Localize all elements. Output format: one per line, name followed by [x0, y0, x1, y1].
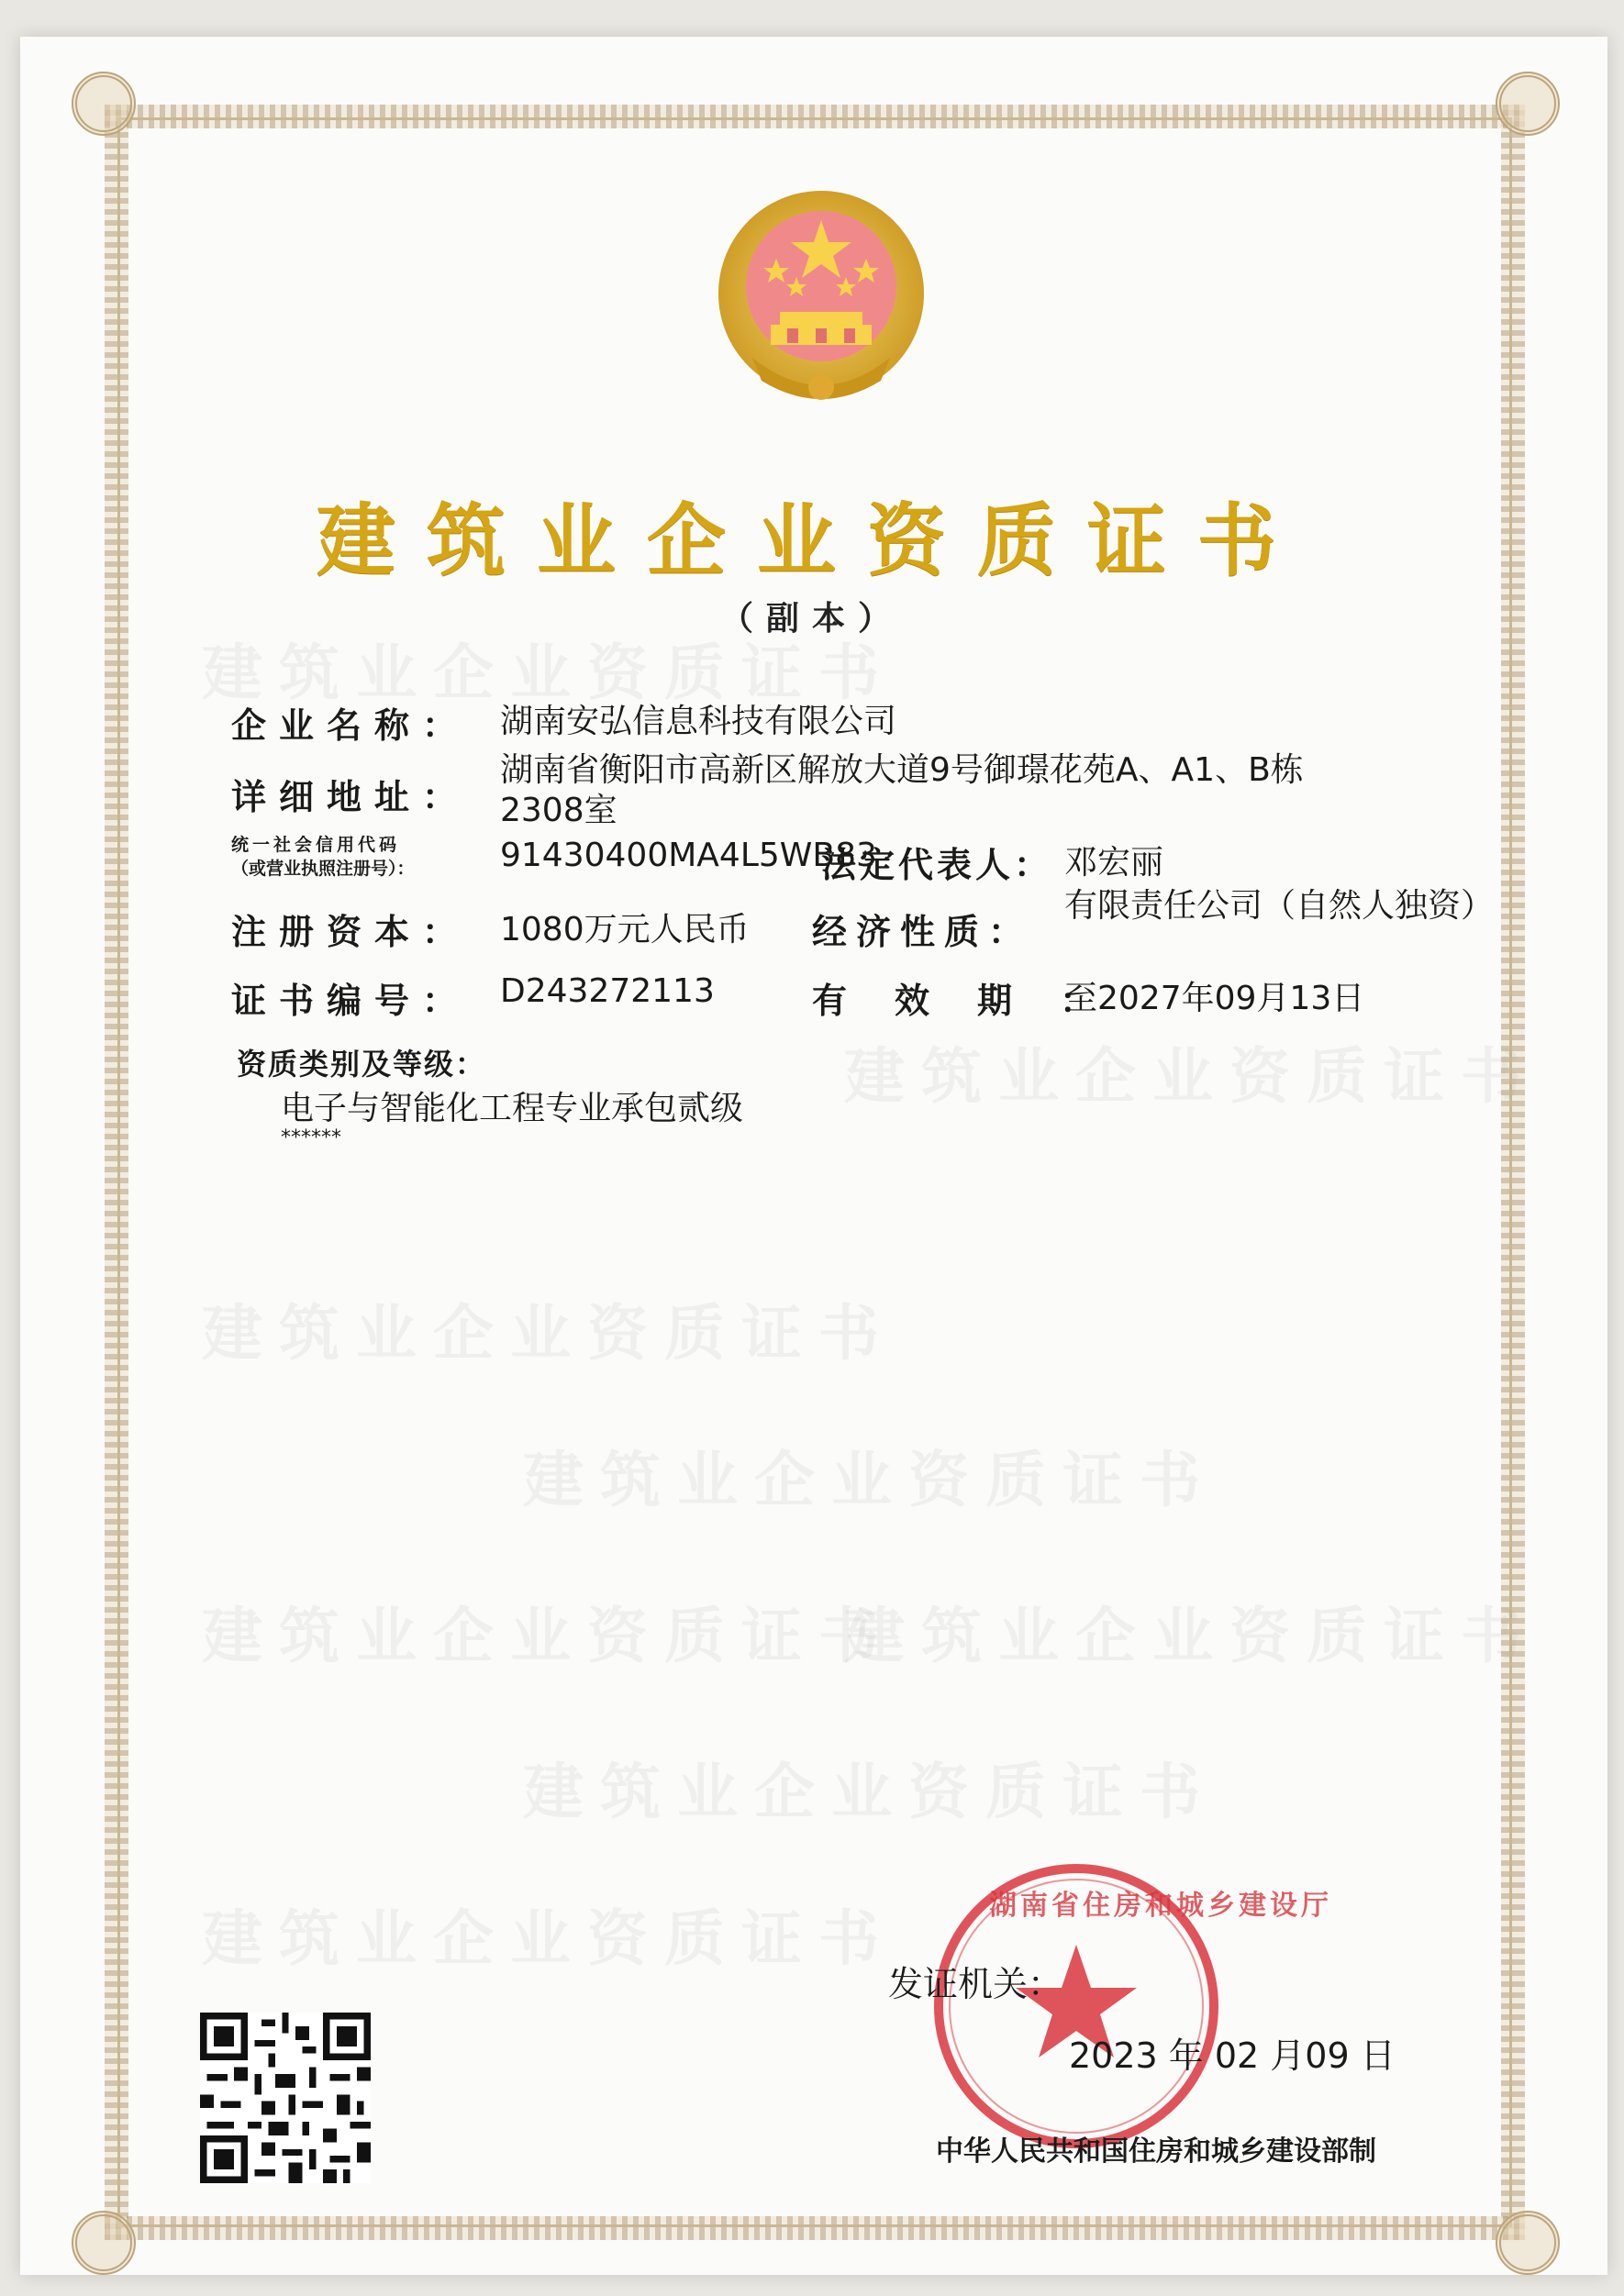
economic-nature-value: 有限责任公司（自然人独资）	[1064, 887, 1495, 925]
watermark-line: 建筑业企业资质证书	[202, 1298, 895, 1369]
certificate-title: 建筑业企业资质证书	[317, 495, 1307, 587]
credit-code-value: 91430400MA4L5WB83	[500, 837, 877, 874]
issuer-label: 发证机关：	[888, 1964, 1063, 2004]
credit-code-label-line1: 统一社会信用代码	[231, 835, 401, 855]
capital-value: 1080万元人民币	[500, 911, 750, 948]
legal-rep-value: 邓宏丽	[1064, 844, 1164, 882]
cert-no-label: 证书编号：	[231, 981, 471, 1021]
watermark-line: 建筑业企业资质证书	[202, 1601, 895, 1671]
national-emblem-icon	[716, 183, 927, 413]
company-name-label: 企业名称：	[231, 705, 471, 746]
watermark-line: 建筑业企业资质证书	[523, 1757, 1217, 1827]
company-name-value: 湖南安弘信息科技有限公司	[500, 703, 897, 740]
watermark-line: 建筑业企业资质证书	[202, 1903, 895, 1974]
legal-rep-label: 法定代表人：	[821, 845, 1053, 885]
address-label: 详细地址：	[231, 777, 471, 817]
validity-label: 有效期：	[812, 981, 1143, 1021]
address-value: 湖南省衡阳市高新区解放大道9号御璟花苑A、A1、B栋2308室	[500, 751, 1304, 829]
corner-ornament-bottom-right	[1496, 2211, 1560, 2275]
watermark-line: 建筑业企业资质证书	[523, 1445, 1217, 1515]
corner-ornament-top-right	[1496, 72, 1560, 136]
qualification-value: 电子与智能化工程专业承包贰级	[281, 1090, 744, 1127]
ministry-text: 中华人民共和国住房和城乡建设部制	[936, 2135, 1376, 2168]
issue-date: 2023 年 02 月09 日	[1069, 2035, 1396, 2076]
watermark-line: 建筑业企业资质证书	[202, 638, 895, 708]
corner-ornament-bottom-left	[72, 2211, 136, 2275]
economic-nature-label: 经济性质：	[812, 912, 1033, 952]
validity-value: 至2027年09月13日	[1064, 980, 1365, 1017]
corner-ornament-top-left	[72, 72, 136, 136]
qr-code-icon	[200, 2011, 371, 2185]
qualification-label: 资质类别及等级：	[237, 1047, 487, 1081]
capital-label: 注册资本：	[231, 912, 471, 952]
cert-no-value: D243272113	[500, 972, 715, 1010]
watermark-line: 建筑业企业资质证书	[844, 1601, 1538, 1671]
watermark-line: 建筑业企业资质证书	[844, 1041, 1538, 1112]
credit-code-label-line2: （或营业执照注册号）：	[231, 859, 415, 879]
certificate-subtitle: （副本）	[719, 600, 904, 638]
seal-text: 湖南省住房和城乡建设厅	[989, 1890, 1332, 1922]
qualification-end-marker: ******	[281, 1126, 341, 1149]
